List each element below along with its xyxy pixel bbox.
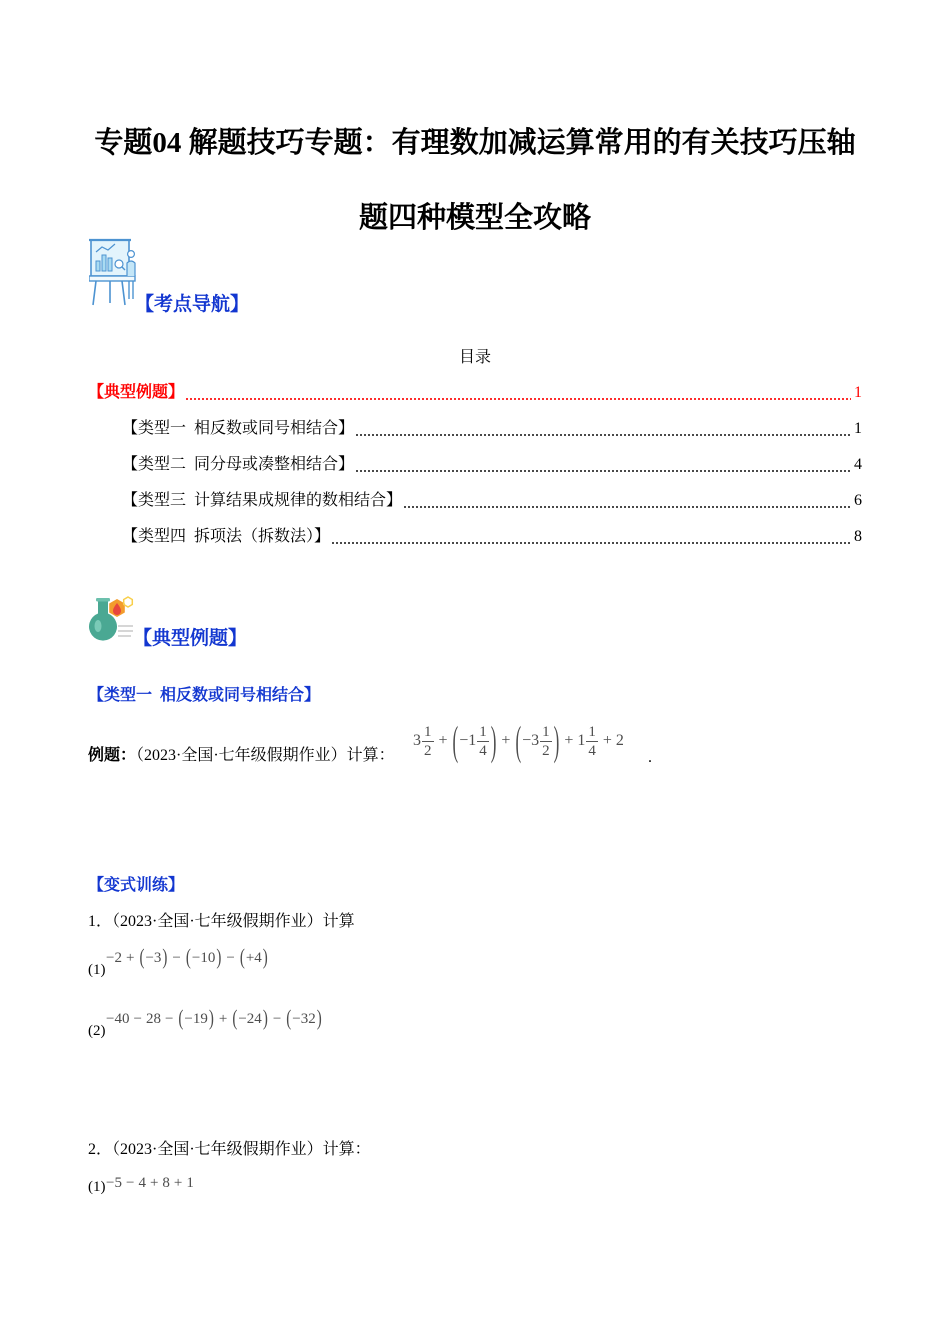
right-parenthesis: ): [262, 1006, 268, 1031]
example-label: 例题：: [88, 747, 137, 764]
number: −5: [106, 1174, 122, 1191]
fraction: [586, 723, 598, 760]
type-1-heading: 【类型一 相反数或同号相结合】: [88, 687, 321, 704]
toc-page-number: 6: [854, 492, 862, 509]
problem-1-part-1-label: (1): [88, 962, 106, 978]
number: 28: [145, 1010, 161, 1027]
practice-heading: 【变式训练】: [88, 877, 185, 894]
fraction: [477, 723, 489, 760]
example-source: （2023·全国·七年级假期作业）计算：: [136, 747, 395, 764]
number: −2: [106, 949, 122, 966]
number: 3: [413, 732, 421, 749]
toc-dot-leader: [332, 527, 851, 547]
toc-entry-typical-examples[interactable]: [88, 383, 862, 403]
toc-entry-label: 【典型例题】: [88, 384, 185, 401]
number: −24: [238, 1010, 262, 1027]
example-problem-line: [88, 746, 395, 766]
examples-section-label: 【典型例题】: [133, 628, 248, 649]
toc-entry-type-2[interactable]: [122, 455, 862, 475]
left-parenthesis: (: [452, 718, 459, 764]
problem-number: 1．: [88, 913, 113, 930]
example-expression: [413, 719, 624, 763]
toc-entry-label: 【类型一 相反数或同号相结合】: [122, 420, 355, 437]
toc-dot-leader: [404, 491, 851, 511]
toc-page-number: 8: [854, 528, 862, 545]
minus-operator: −: [272, 1010, 282, 1027]
problem-prompt: （2023·全国·七年级假期作业）计算：: [112, 1141, 371, 1158]
fraction-denominator: 4: [479, 742, 487, 759]
number: +4: [245, 949, 262, 966]
toc-entry-type-1[interactable]: [122, 419, 862, 439]
number: −1: [459, 732, 477, 749]
nav-section-label: 【考点导航】: [135, 294, 250, 315]
page-title-line-2: 题四种模型全攻略: [358, 202, 591, 234]
number: −3: [522, 732, 540, 749]
number: 1: [577, 732, 586, 749]
problem-1-line: [88, 912, 355, 932]
problem-1-part-1-expression: [106, 945, 269, 971]
right-parenthesis: ): [162, 945, 168, 970]
number: −32: [292, 1010, 316, 1027]
left-parenthesis: (: [515, 718, 522, 764]
number: 8: [162, 1174, 170, 1191]
toc-page-number: 1: [854, 384, 862, 401]
left-parenthesis: (: [239, 945, 245, 970]
number: 2: [615, 732, 624, 749]
left-parenthesis: (: [139, 945, 145, 970]
toc-dot-leader: [186, 383, 851, 403]
fraction-numerator: 1: [542, 723, 550, 740]
toc-dot-leader: [356, 455, 851, 475]
number: 4: [138, 1174, 146, 1191]
problem-prompt: （2023·全国·七年级假期作业）计算: [112, 913, 355, 930]
fraction: [540, 723, 552, 760]
presentation-board-icon: [89, 237, 137, 307]
fraction-numerator: 1: [479, 723, 487, 740]
problem-2-part-1-label: (1): [88, 1179, 106, 1195]
minus-operator: −: [172, 949, 181, 966]
number: −40: [106, 1010, 130, 1027]
left-parenthesis: (: [232, 1006, 238, 1031]
toc-entry-label: 【类型四 拆项法（拆数法）】: [122, 528, 331, 545]
minus-operator: −: [125, 1174, 135, 1191]
plus-operator: +: [602, 732, 612, 749]
fraction-numerator: 1: [588, 723, 596, 740]
right-parenthesis: ): [316, 1006, 322, 1031]
fraction-numerator: 1: [424, 723, 432, 740]
plus-operator: +: [501, 732, 511, 749]
right-parenthesis: ): [490, 718, 497, 764]
fraction-denominator: 4: [588, 742, 596, 759]
flask-icon: [87, 596, 135, 642]
toc-page-number: 1: [854, 420, 862, 437]
toc-entry-label: 【类型三 计算结果成规律的数相结合】: [122, 492, 403, 509]
toc-page-number: 4: [854, 456, 862, 473]
minus-operator: −: [133, 1010, 142, 1027]
problem-2-line: [88, 1140, 371, 1160]
number: −19: [184, 1010, 208, 1027]
plus-operator: +: [125, 949, 135, 966]
number: −10: [191, 949, 216, 966]
right-parenthesis: ): [208, 1006, 214, 1031]
problem-number: 2．: [88, 1141, 113, 1158]
fraction-denominator: 2: [424, 742, 432, 759]
plus-operator: +: [218, 1010, 228, 1027]
toc-entry-type-3[interactable]: [122, 491, 862, 511]
plus-operator: +: [564, 732, 574, 749]
fraction-denominator: 2: [542, 742, 550, 759]
minus-operator: −: [226, 949, 235, 966]
left-parenthesis: (: [286, 1006, 292, 1031]
fraction: [422, 723, 434, 760]
example-end-mark: .: [648, 749, 652, 766]
left-parenthesis: (: [185, 945, 191, 970]
toc-heading: 目录: [458, 349, 491, 366]
number: 1: [186, 1174, 194, 1191]
right-parenthesis: ): [216, 945, 222, 970]
number: −3: [145, 949, 162, 966]
toc-entry-label: 【类型二 同分母或凑整相结合】: [122, 456, 355, 473]
toc-dot-leader: [356, 419, 851, 439]
page-title-line-1: 专题04 解题技巧专题：有理数加减运算常用的有关技巧压轴: [94, 127, 856, 159]
problem-1-part-2-expression: [106, 1006, 323, 1032]
problem-1-part-2-label: (2): [88, 1023, 106, 1039]
right-parenthesis: ): [553, 718, 560, 764]
left-parenthesis: (: [178, 1006, 184, 1031]
plus-operator: +: [438, 732, 448, 749]
right-parenthesis: ): [262, 945, 268, 970]
plus-operator: +: [149, 1174, 159, 1191]
problem-2-part-1-expression: [106, 1170, 194, 1196]
toc-entry-type-4[interactable]: [122, 527, 862, 547]
minus-operator: −: [164, 1010, 174, 1027]
plus-operator: +: [173, 1174, 183, 1191]
